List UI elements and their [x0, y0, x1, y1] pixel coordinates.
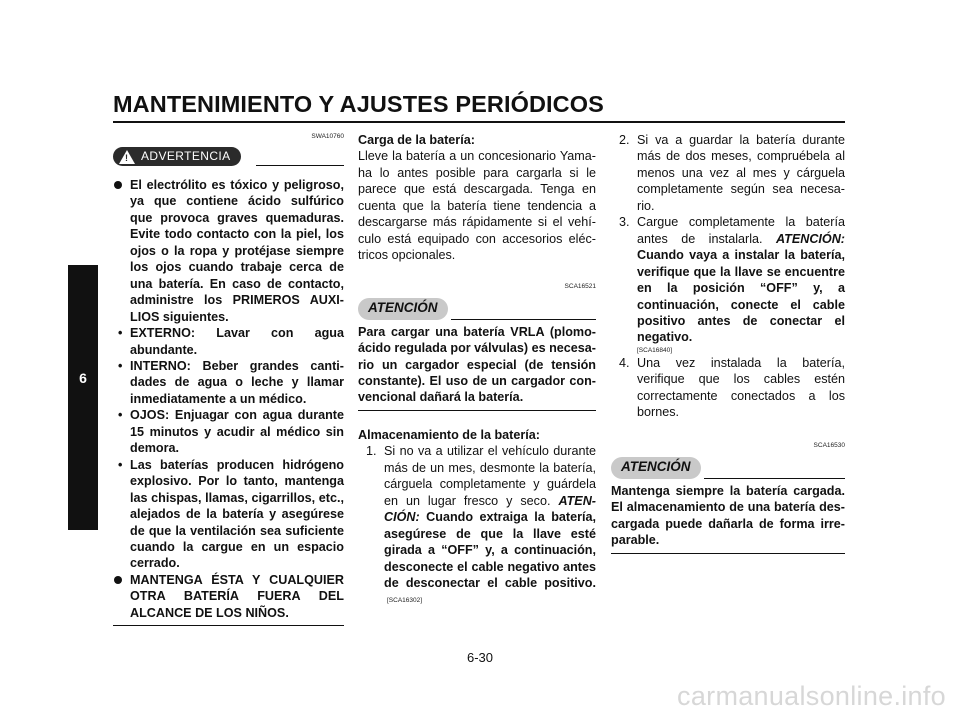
warning-sub-item-4: • Las baterías producen hidrógeno explosivo. Por lo tanto, mantenga las chispas, llamas, cigarrillos, etc., alejados de la batería y asegúrese de que la ventilación sea suficiente cuando la cargue en un espacio cerrado.	[118, 457, 344, 571]
warning-pill	[113, 147, 241, 166]
caution-label: ATENCIÓN	[358, 298, 448, 320]
page-number: 6-30	[466, 650, 494, 665]
page-title: MANTENIMIENTO Y AJUSTES PERIÓDICOS	[113, 91, 604, 117]
caution-end-rule-2	[611, 553, 845, 554]
caution-label-2: ATENCIÓN	[611, 457, 701, 479]
warning-sub-item-2: • INTERNO: Beber grandes cantidades de agua o leche y llamar inmediatamente a un médico.	[118, 358, 344, 406]
caution-banner-2	[611, 455, 845, 483]
warning-rule	[256, 165, 344, 166]
storage-step-4: 4. Una vez instalada la batería, verifique que los cables estén correctamente conectados a los bornes.	[619, 355, 845, 420]
warning-sub-item-1: • EXTERNO: Lavar con agua abundante.	[118, 326, 344, 357]
header-rule	[113, 121, 845, 123]
storage-heading: Almacenamiento de la batería:	[358, 427, 540, 442]
column-3	[611, 132, 845, 554]
caution-code: SCA16521	[564, 282, 596, 290]
chapter-tab-label: 6	[79, 370, 87, 386]
warning-code: SWA10760	[311, 133, 344, 140]
warning-banner	[113, 145, 344, 169]
caution-text-2: Mantenga siempre la batería cargada. El almacenamiento de una batería descargada puede dañarla de forma irreparable.	[611, 483, 845, 548]
chapter-tab	[68, 265, 98, 530]
step3-code: [SCA16840]	[637, 346, 673, 354]
column-1	[113, 132, 344, 626]
watermark: carmanualsonline.info	[677, 681, 946, 711]
caution-banner	[358, 296, 596, 324]
warning-sub-item-3: • OJOS: Enjuagar con agua durante 15 minutos y acudir al médico sin demora.	[118, 408, 344, 456]
caution-rule	[451, 319, 596, 320]
column-2	[358, 132, 596, 608]
storage-step-1: 1. Si no va a utilizar el vehículo durante más de un mes, desmonte la batería, cárguela completamente y guárdela en un lugar fresco y seco. ATENCIÓN: Cuando extraiga la batería, asegúrese de que la llave esté girada a “OFF” y, a continuación, desconecte el cable negativo antes de desconectar el cable positivo.[SCA16302]	[366, 444, 596, 605]
warning-label: ADVERTENCIA	[141, 149, 231, 164]
charge-paragraph: Lleve la batería a un concesionario Yamaha lo antes posible para cargarla si le parece que está descargada. Tenga en cuenta que la batería tiene tendencia a descargarse más rápidamente si el vehículo está equipado con accesorios eléctricos opcionales.	[358, 149, 596, 263]
caution-text: Para cargar una batería VRLA (plomo-ácido regulada por válvulas) es necesario un cargador especial (de tensión constante). El uso de un cargador convencional dañará la batería.	[358, 324, 596, 405]
warning-triangle-icon: !	[119, 150, 135, 164]
charge-heading: Carga de la batería:	[358, 133, 475, 147]
storage-step-2: 2. Si va a guardar la batería durante más de dos meses, compruébela al menos una vez al mes y cárguela completamente según sea necesario.	[619, 133, 845, 213]
storage-step-3: 3. Cargue completamente la batería antes de instalarla. ATENCIÓN: Cuando vaya a instalar la batería, verifique que la llave se encuentre en la posición “OFF” y, a continuación, conecte el cable positivo antes de conectar el negativo.	[619, 215, 845, 345]
warning-end-rule	[113, 625, 344, 626]
caution-rule-2	[704, 478, 845, 479]
warning-bullet-1: El electrólito es tóxico y peligroso, ya que contiene ácido sulfúrico que provoca graves quemaduras. Evite todo contacto con la piel, los ojos o la ropa y protéjase siempre los ojos cuando trabaje cerca de una batería. En caso de contacto, administre los PRIMEROS AUXILIOS siguientes.	[113, 177, 344, 325]
step1-code: [SCA16302]	[387, 597, 423, 605]
caution-code-2: SCA16530	[813, 441, 845, 449]
warning-bullet-2: MANTENGA ÉSTA Y CUALQUIER OTRA BATERÍA FUERA DEL ALCANCE DE LOS NIÑOS.	[113, 572, 344, 621]
